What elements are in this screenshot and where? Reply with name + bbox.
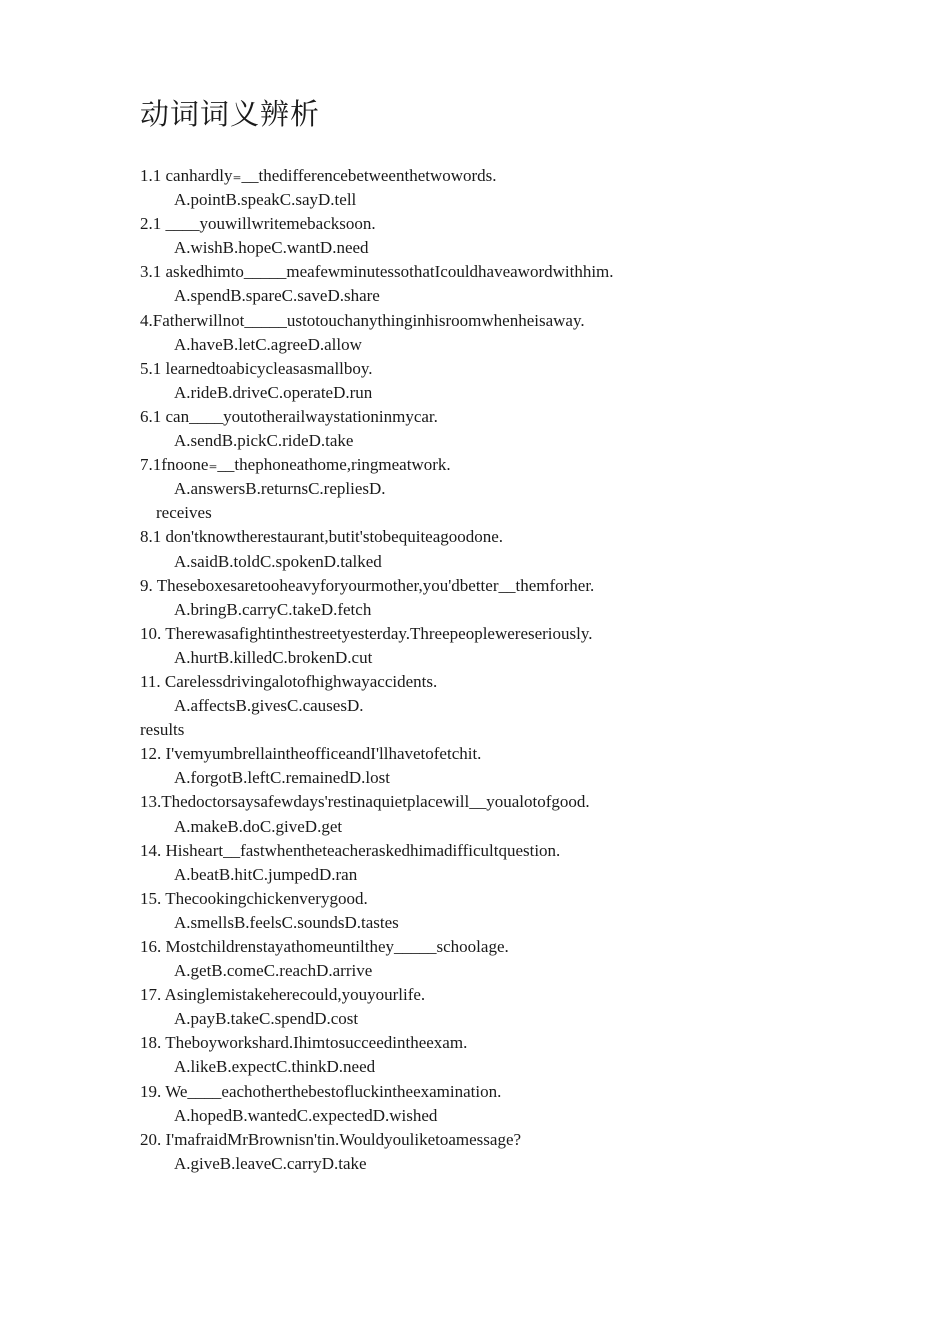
options-line: A.beatB.hitC.jumpedD.ran bbox=[174, 864, 358, 884]
options-line: A.saidB.toldC.spokenD.talked bbox=[174, 551, 382, 571]
question-list bbox=[140, 164, 900, 1176]
page-title: 动词词义辨析 bbox=[140, 97, 321, 131]
question-line: 17. Asinglemistakeherecould,youyourlife. bbox=[140, 985, 426, 1005]
question-line: 2.1 ____youwillwritemebacksoon. bbox=[140, 214, 376, 234]
question-line: 13.Thedoctorsaysafewdays'restinaquietplacewill__youalotofgood. bbox=[140, 792, 590, 812]
options-line: A.affectsB.givesC.causesD. bbox=[174, 696, 364, 716]
options-line: A.hopedB.wantedC.expectedD.wished bbox=[174, 1105, 438, 1125]
options-line: A.pointB.speakC.sayD.tell bbox=[174, 190, 357, 210]
question-line: 19. We____eachotherthebestofluckintheexamination. bbox=[140, 1081, 502, 1101]
question-line: 4.Fatherwillnot_____ustotouchanythinginhisroomwhenheisaway. bbox=[140, 310, 585, 330]
question-line: 10. Therewasafightinthestreetyesterday.Threepeoplewereseriously. bbox=[140, 623, 593, 643]
question-line: 12. I'vemyumbrellaintheofficeandI'llhavetofetchit. bbox=[140, 744, 482, 764]
question-line: 18. Theboyworkshard.Ihimtosucceedintheexam. bbox=[140, 1033, 468, 1053]
question-line: 7.1fnoone₌__thephoneathome,ringmeatwork. bbox=[140, 455, 451, 475]
options-line: A.smellsB.feelsC.soundsD.tastes bbox=[174, 912, 399, 932]
options-line: A.hurtB.killedC.brokenD.cut bbox=[174, 647, 373, 667]
question-line: 11. Carelessdrivingalotofhighwayaccidents. bbox=[140, 671, 438, 691]
question-line: 14. Hisheart__fastwhentheteacheraskedhimadifficultquestion. bbox=[140, 840, 561, 860]
question-line: 9. Theseboxesaretooheavyforyourmother,you'dbetter__themforher. bbox=[140, 575, 595, 595]
options-line: A.answersB.returnsC.repliesD. bbox=[174, 479, 386, 499]
options-line: A.rideB.driveC.operateD.run bbox=[174, 382, 373, 402]
options-line: A.payB.takeC.spendD.cost bbox=[174, 1009, 359, 1029]
options-line: A.bringB.carryC.takeD.fetch bbox=[174, 599, 372, 619]
question-line: 5.1 learnedtoabicycleasasmallboy. bbox=[140, 358, 373, 378]
options-continuation: results bbox=[140, 720, 185, 740]
question-line: 1.1 canhardly₌__thedifferencebetweenthetwowords. bbox=[140, 166, 497, 185]
question-line: 6.1 can____youtotherailwaystationinmycar. bbox=[140, 406, 438, 426]
options-line: A.sendB.pickC.rideD.take bbox=[174, 431, 354, 451]
question-line: 15. Thecookingchickenverygood. bbox=[140, 888, 368, 908]
options-line: A.haveB.letC.agreeD.allow bbox=[174, 334, 362, 354]
question-line: 8.1 don'tknowtherestaurant,butit'stobequiteagoodone. bbox=[140, 527, 504, 547]
question-line: 3.1 askedhimto_____meafewminutessothatIcouldhaveawordwithhim. bbox=[140, 262, 614, 282]
options-line: A.spendB.spareC.saveD.share bbox=[174, 286, 380, 306]
options-line: A.getB.comeC.reachD.arrive bbox=[174, 961, 373, 981]
options-continuation: receives bbox=[156, 503, 212, 523]
options-line: A.likeB.expectC.thinkD.need bbox=[174, 1057, 376, 1077]
question-line: 20. I'mafraidMrBrownisn'tin.Wouldyouliketoamessage? bbox=[140, 1129, 522, 1149]
options-line: A.makeB.doC.giveD.get bbox=[174, 816, 343, 836]
question-line: 16. Mostchildrenstayathomeuntilthey_____schoolage. bbox=[140, 937, 509, 956]
options-line: A.giveB.leaveC.carryD.take bbox=[174, 1153, 367, 1173]
options-line: A.wishB.hopeC.wantD.need bbox=[174, 238, 369, 258]
options-line: A.forgotB.leftC.remainedD.lost bbox=[174, 768, 390, 788]
